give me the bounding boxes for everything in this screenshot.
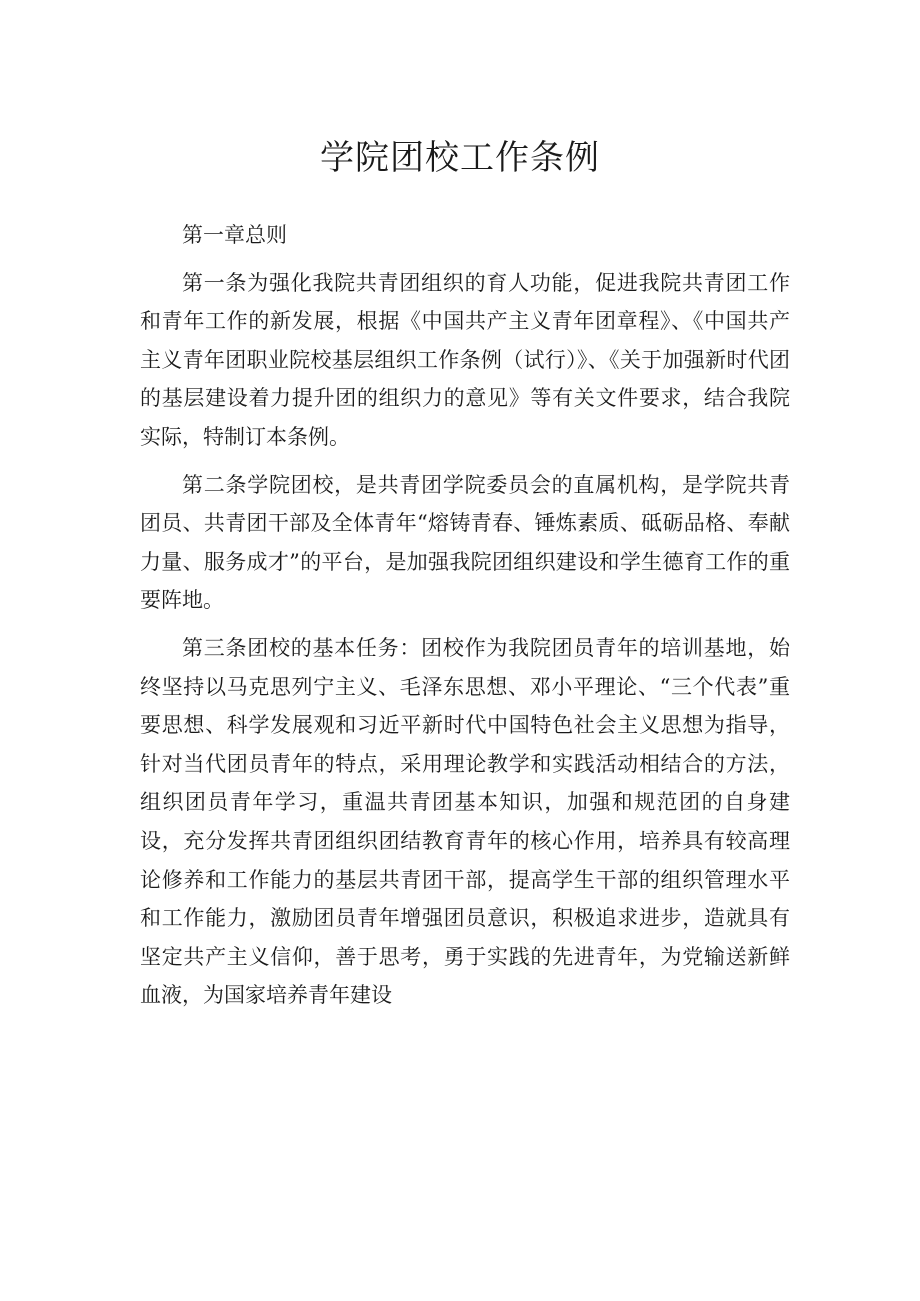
document-title: 学院团校工作条例 <box>320 138 600 178</box>
chapter-heading: 第一章总则 <box>182 223 287 247</box>
article-2-paragraph: 第二条学院团校，是共青团学院委员会的直属机构，是学院共青团员、共青团干部及全体青年“熔铸青春、锤炼素质、砥砺品格、奉献力量、服务成才”的平台，是加强我院团组织建设和学生德育工作的重要阵地。 <box>140 472 790 613</box>
article-3-paragraph: 第三条团校的基本任务：团校作为我院团员青年的培训基地，始终坚持以马克思列宁主义、毛泽东思想、邓小平理论、“三个代表”重要思想、科学发展观和习近平新时代中国特色社会主义思想为指导，针对当代团员青年的特点，采用理论教学和实践活动相结合的方法，组织团员青年学习，重温共青团基本知识，加强和规范团的自身建设，充分发挥共青团组织团结教育青年的核心作用，培养具有较高理论修养和工作能力的基层共青团干部，提高学生干部的组织管理水平和工作能力，激励团员青年增强团员意识，积极追求进步，造就具有坚定共产主义信仰，善于思考，勇于实践的先进青年，为党输送新鲜血液，为国家培养青年建设 <box>140 635 790 1008</box>
document-body <box>140 216 790 1015</box>
article-1-paragraph: 第一条为强化我院共青团组织的育人功能，促进我院共青团工作和青年工作的新发展，根据《中国共产主义青年团章程》、《中国共产主义青年团职业院校基层组织工作条例（试行）》、《关于加强新时代团的基层建设着力提升团的组织力的意见》等有关文件要求，结合我院实际，特制订本条例。 <box>140 270 790 449</box>
